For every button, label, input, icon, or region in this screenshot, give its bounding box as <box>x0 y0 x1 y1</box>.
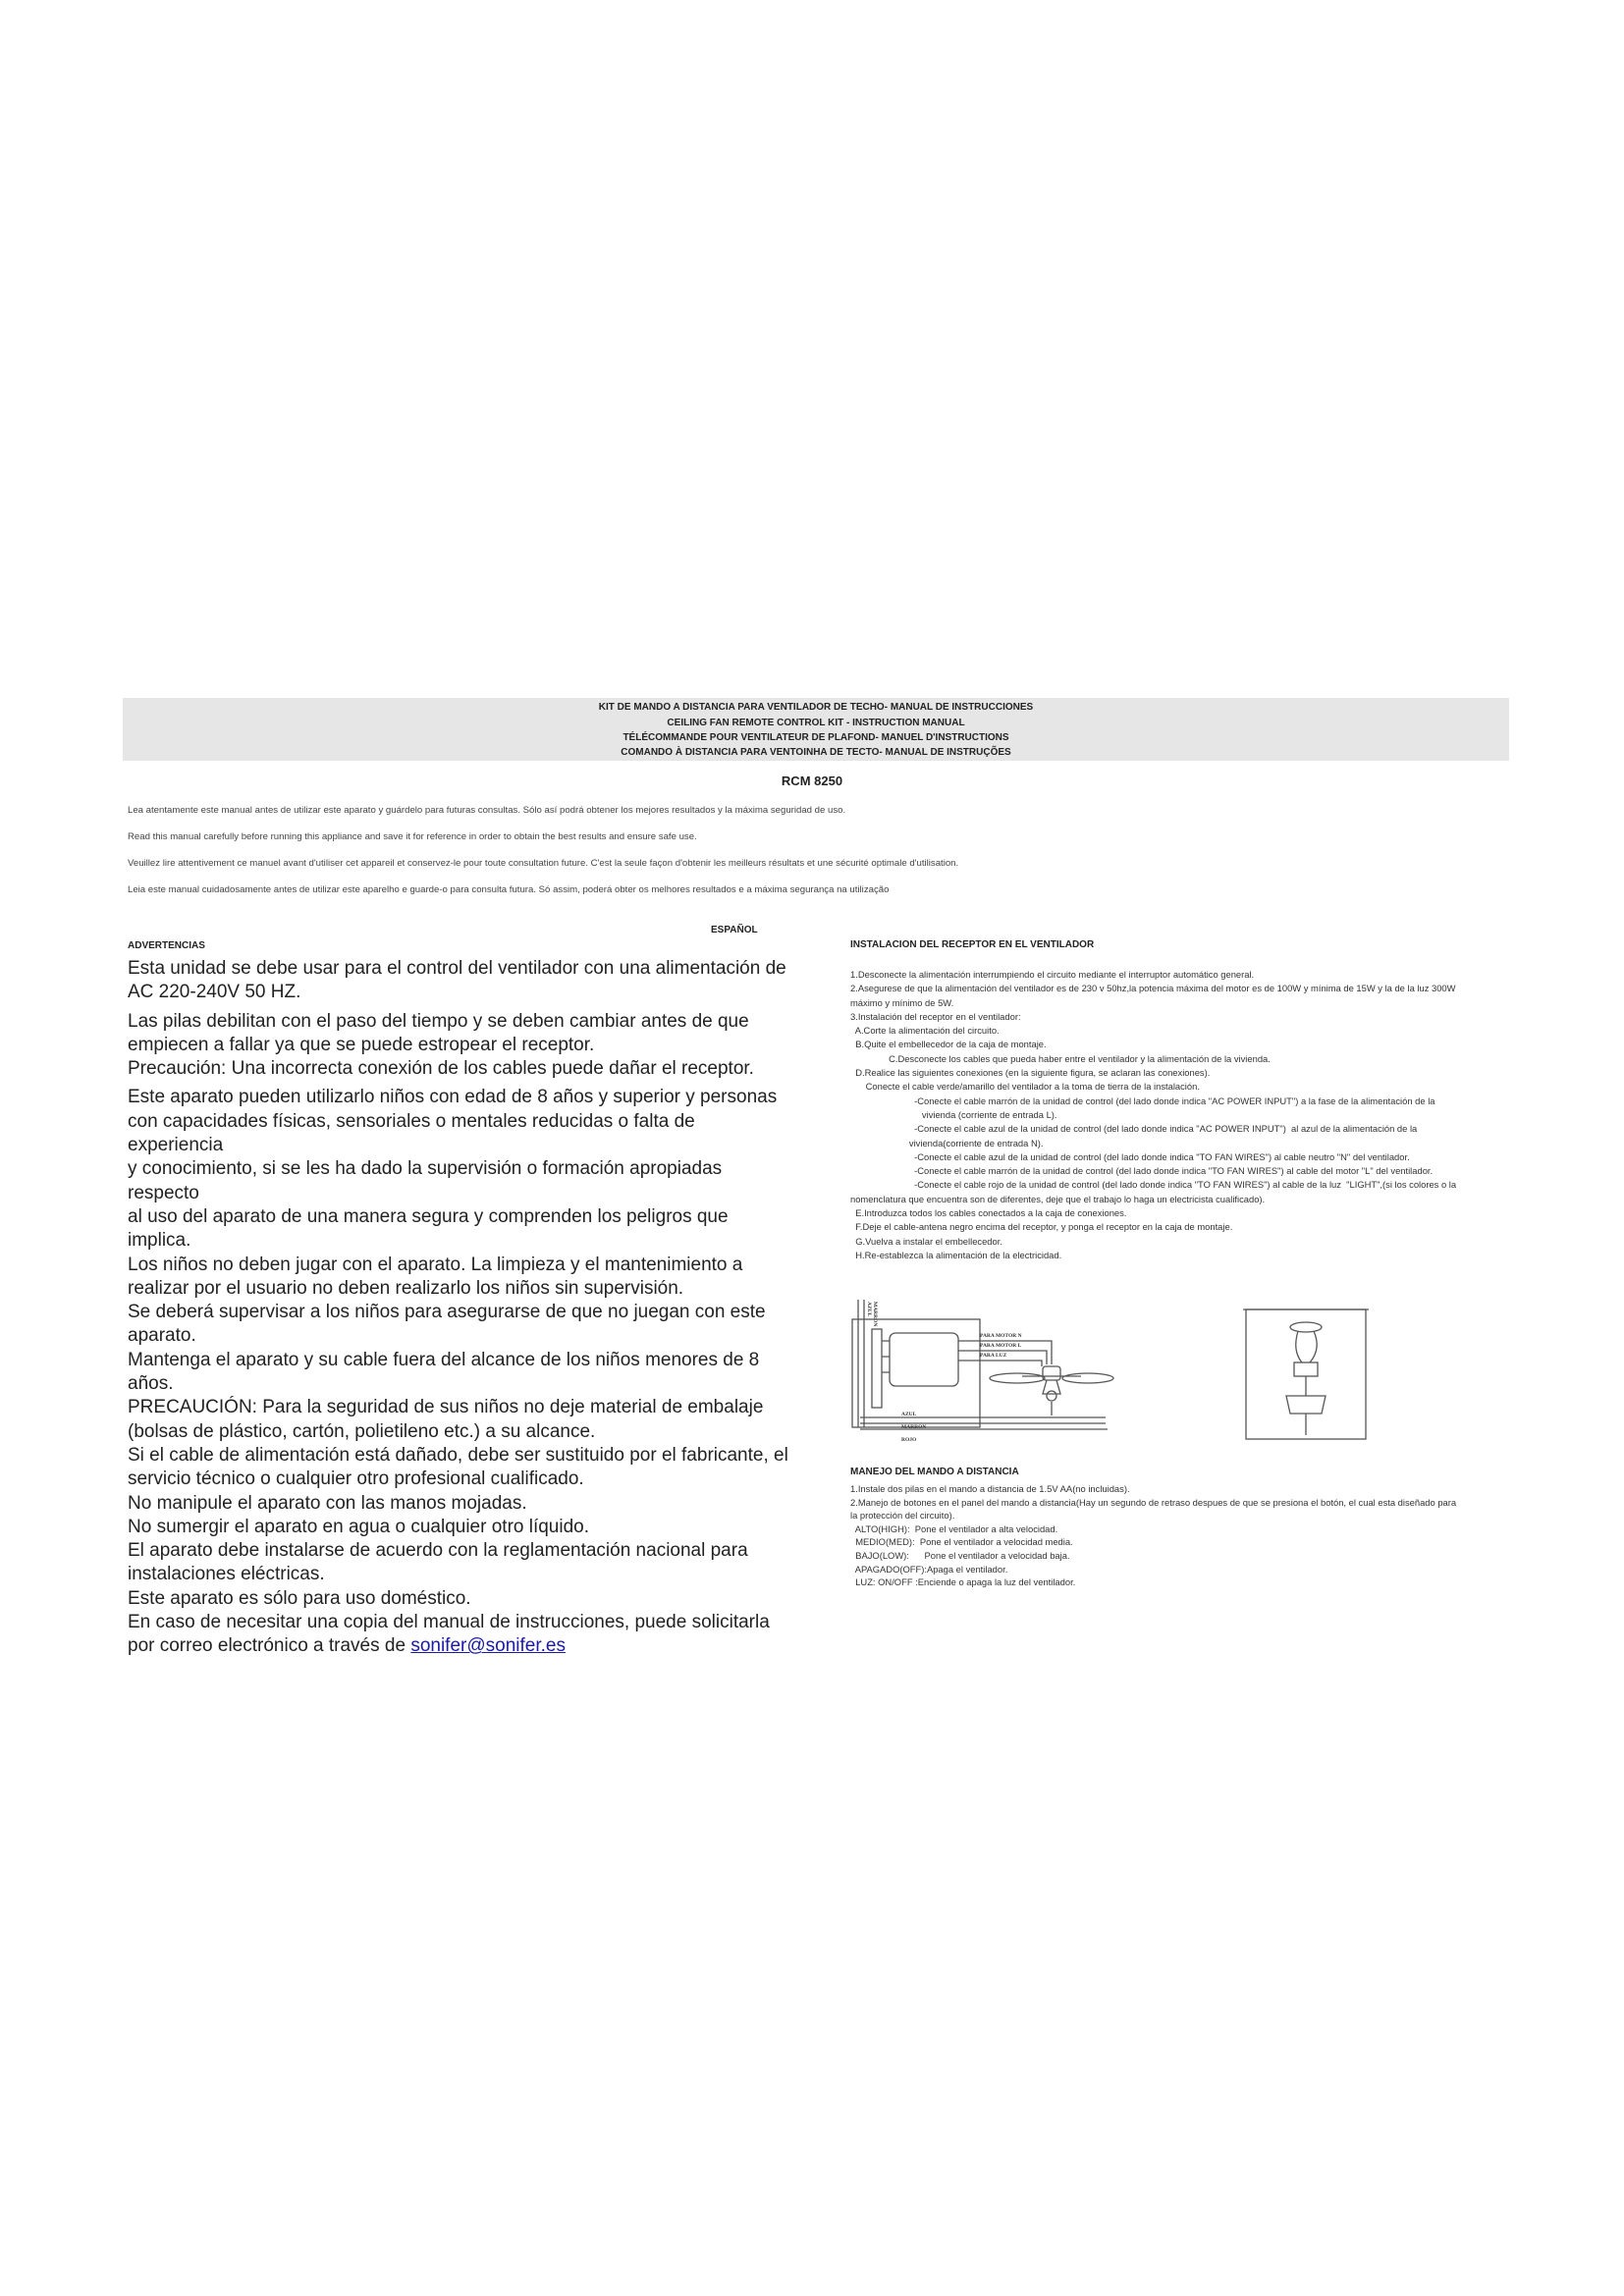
warning-line: realizar por el usuario no deben realizarlo los niños sin supervisión. <box>128 1277 684 1299</box>
warning-line: con capacidades físicas, sensoriales o mentales reducidas o falta de experiencia <box>128 1110 695 1156</box>
warning-line: Precaución: Una incorrecta conexión de los cables puede dañar el receptor. <box>128 1058 754 1080</box>
receptor-side-panel <box>872 1329 882 1408</box>
fan-blade-left <box>990 1373 1045 1383</box>
receptor-unit <box>890 1333 958 1386</box>
installation-line: Conecte el cable verde/amarillo del ventilador a la toma de tierra de la instalación. <box>850 1081 1200 1093</box>
remote-line: LUZ: ON/OFF :Enciende o apaga la luz del ventilador. <box>850 1576 1076 1588</box>
warning-line: Se deberá supervisar a los niños para asegurarse de que no juegan con este <box>128 1302 766 1323</box>
installation-line: 2.Asegurese de que la alimentación del ventilador es de 230 v 50hz,la potencia máxima del motor es de 100W y mínima de 15W y la de la luz 300W <box>850 983 1456 994</box>
installation-title: INSTALACION DEL RECEPTOR EN EL VENTILADOR <box>850 939 1095 950</box>
remote-body <box>850 1482 1518 1589</box>
label-marron: MARRON <box>901 1424 927 1430</box>
warning-line-contact <box>128 1634 795 1658</box>
warnings-body <box>128 957 795 1659</box>
canopy <box>1286 1396 1326 1414</box>
warning-line: aparato. <box>128 1325 196 1347</box>
installation-line: B.Quite el embellecedor de la caja de montaje. <box>850 1039 1047 1050</box>
installation-line: 3.Instalación del receptor en el ventilador: <box>850 1010 1021 1022</box>
installation-line: 1.Desconecte la alimentación interrumpiendo el circuito mediante el interruptor automático general. <box>850 969 1255 980</box>
receiver-installation-diagram <box>1243 1306 1369 1443</box>
fan-light-kit <box>1043 1380 1060 1394</box>
installation-line: H.Re-establezca la alimentación de la electricidad. <box>850 1249 1062 1260</box>
installation-line: E.Introduzca todos los cables conectados a la caja de conexiones. <box>850 1207 1127 1219</box>
warning-line: al uso del aparato de una manera segura y comprenden los peligros que implica. <box>128 1205 729 1252</box>
label-luz: PARA LUZ <box>980 1353 1007 1359</box>
warning-line: Si el cable de alimentación está dañado, debe ser sustituido por el fabricante, el <box>128 1444 788 1466</box>
receptor-connections <box>882 1341 890 1372</box>
header-title-pt: COMANDO À DISTANCIA PARA VENTOINHA DE TECTO- MANUAL DE INSTRUÇÕES <box>621 747 1011 758</box>
warning-line: En caso de necesitar una copia del manual de instrucciones, puede solicitarla <box>128 1612 770 1633</box>
installation-line: A.Corte la alimentación del circuito. <box>850 1025 1000 1037</box>
remote-line: 1.Instale dos pilas en el mando a distancia de 1.5V AA(no incluidas). <box>850 1483 1130 1494</box>
warning-line: empiecen a fallar ya que se puede estropear el receptor. <box>128 1034 595 1055</box>
installation-line: F.Deje el cable-antena negro encima del receptor, y ponga el receptor en la caja de montaje. <box>850 1221 1233 1233</box>
label-rojo: ROJO <box>901 1437 917 1443</box>
warning-line: No sumergir el aparato en agua o cualquier otro líquido. <box>128 1516 590 1537</box>
mounting-bracket <box>1290 1322 1322 1332</box>
warning-line: Este aparato pueden utilizarlo niños con edad de 8 años y superior y personas <box>128 1087 778 1108</box>
installation-line: G.Vuelva a instalar el embellecedor. <box>850 1235 1002 1247</box>
warning-line: Este aparato es sólo para uso doméstico. <box>128 1587 471 1609</box>
receiver-module <box>1294 1362 1318 1376</box>
intro-es: Lea atentamente este manual antes de utilizar este aparato y guárdelo para futuras consultas. Sólo así podrá obtener los mejores resultados y la máxima seguridad de uso. <box>128 805 846 816</box>
wiring-diagram <box>850 1300 1115 1447</box>
model-number: RCM 8250 <box>781 774 843 788</box>
warning-line: Los niños no deben jugar con el aparato. La limpieza y el mantenimiento a <box>128 1254 743 1275</box>
installation-line: -Conecte el cable rojo de la unidad de control (del lado donde indica "TO FAN WIRES") al cable de la luz "LIGHT",(si los colores o la <box>850 1179 1457 1191</box>
installation-line: -Conecte el cable azul de la unidad de control (del lado donde indica "TO FAN WIRES") al cable neutro "N" del ventilador. <box>850 1150 1410 1162</box>
fan-blade-right <box>1062 1373 1113 1383</box>
installation-line: vivienda (corriente de entrada L). <box>850 1108 1057 1120</box>
intro-fr: Veuillez lire attentivement ce manuel avant d'utiliser cet appareil et conservez-le pour toute consultation future. C'est la seule façon d'obtenir les meilleurs résultats et une sécurité optimale d'utilisation. <box>128 858 959 869</box>
installation-line: -Conecte el cable marrón de la unidad de control (del lado donde indica "AC POWER INPUT") a la fase de la alimentación de la <box>850 1095 1435 1106</box>
language-heading: ESPAÑOL <box>711 925 758 935</box>
intro-en: Read this manual carefully before running this appliance and save it for reference in order to obtain the best results and ensure safe use. <box>128 831 697 842</box>
warning-line: Mantenga el aparato y su cable fuera del alcance de los niños menores de 8 <box>128 1349 760 1370</box>
warning-line: PRECAUCIÓN: Para la seguridad de sus niños no deje material de embalaje <box>128 1397 764 1418</box>
warning-line: instalaciones eléctricas. <box>128 1564 325 1585</box>
label-side-azul: AZUL <box>866 1302 872 1317</box>
installation-line: -Conecte el cable azul de la unidad de control (del lado donde indica "AC POWER INPUT") al azul de la alimentación de la <box>850 1123 1418 1135</box>
remote-line: BAJO(LOW): Pone el ventilador a velocidad baja. <box>850 1549 1070 1561</box>
remote-line: la protección del circuito). <box>850 1510 955 1522</box>
fan-light-bulb <box>1047 1391 1056 1401</box>
warning-line: Esta unidad se debe usar para el control del ventilador con una alimentación de <box>128 958 786 979</box>
intro-pt: Leia este manual cuidadosamente antes de utilizar este aparelho e guarde-o para consulta futura. Só assim, poderá obter os melhores resultados e a máxima segurança na utilização <box>128 884 890 895</box>
installation-line: C.Desconecte los cables que pueda haber entre el ventilador y la alimentación de la vivienda. <box>850 1052 1271 1064</box>
warning-line: años. <box>128 1373 174 1395</box>
fixture-wires <box>1296 1331 1317 1362</box>
warnings-title: ADVERTENCIAS <box>128 940 205 951</box>
header-title-fr: TÉLÉCOMMANDE POUR VENTILATEUR DE PLAFOND- MANUEL D'INSTRUCTIONS <box>623 732 1009 743</box>
installation-line: nomenclatura que encuentra son de diferentes, deje que el trabajo lo haga un electricista cualificado). <box>850 1193 1266 1204</box>
remote-line: APAGADO(OFF):Apaga el ventilador. <box>850 1563 1008 1575</box>
warning-line: Las pilas debilitan con el paso del tiempo y se deben cambiar antes de que <box>128 1010 749 1032</box>
remote-title: MANEJO DEL MANDO A DISTANCIA <box>850 1467 1019 1477</box>
warning-line: servicio técnico o cualquier otro profesional cualificado. <box>128 1468 584 1490</box>
warning-line: (bolsas de plástico, cartón, polietileno etc.) a su alcance. <box>128 1420 596 1442</box>
remote-line: MEDIO(MED): Pone el ventilador a velocidad media. <box>850 1536 1073 1548</box>
warning-line: El aparato debe instalarse de acuerdo con la reglamentación nacional para <box>128 1540 748 1562</box>
warning-line: AC 220-240V 50 HZ. <box>128 982 301 1003</box>
label-side-marron: MARRON <box>872 1302 878 1327</box>
label-motor-n: PARA MOTOR N <box>980 1333 1022 1339</box>
installation-line: máximo y mínimo de 5W. <box>850 996 954 1008</box>
header-title-es: KIT DE MANDO A DISTANCIA PARA VENTILADOR DE TECHO- MANUAL DE INSTRUCCIONES <box>598 702 1034 713</box>
installation-body <box>850 968 1518 1262</box>
label-azul: AZUL <box>901 1412 917 1417</box>
remote-line: 2.Manejo de botones en el panel del mando a distancia(Hay un segundo de retraso despues de que se presiona el botón, el cual esta diseñado para <box>850 1496 1457 1508</box>
remote-line: ALTO(HIGH): Pone el ventilador a alta velocidad. <box>850 1522 1058 1534</box>
fan-motor-housing <box>1043 1366 1060 1380</box>
warning-line: No manipule el aparato con las manos mojadas. <box>128 1492 527 1514</box>
label-motor-l: PARA MOTOR L <box>980 1343 1022 1349</box>
installation-line: -Conecte el cable marrón de la unidad de control (del lado donde indica "TO FAN WIRES") al cable del motor "L" del ventilador. <box>850 1165 1434 1177</box>
document-header <box>123 698 1509 761</box>
contact-prefix: por correo electrónico a través de <box>128 1635 411 1657</box>
wire-light <box>958 1361 1042 1366</box>
installation-line: D.Realice las siguientes conexiones (en la siguiente figura, se aclaran las conexiones). <box>850 1067 1211 1079</box>
installation-line: vivienda(corriente de entrada N). <box>850 1137 1044 1148</box>
header-title-en: CEILING FAN REMOTE CONTROL KIT - INSTRUCTION MANUAL <box>667 718 965 728</box>
warning-line: y conocimiento, si se les ha dado la supervisión o formación apropiadas respecto <box>128 1158 723 1203</box>
email-link[interactable]: sonifer@sonifer.es <box>410 1635 566 1657</box>
